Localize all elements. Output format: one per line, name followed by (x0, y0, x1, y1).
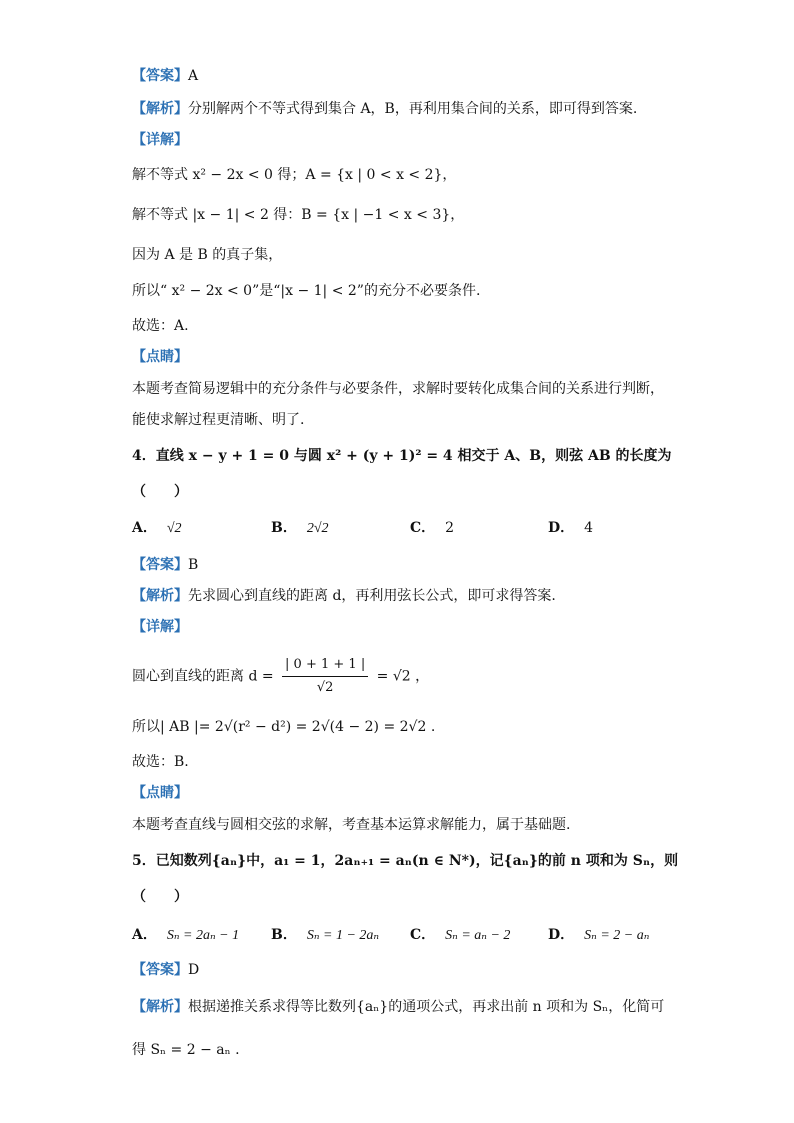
analysis-text: 先求圆心到直线的距离 d，再利用弦长公式，即可求得答案. (188, 588, 556, 604)
option-label: D． (548, 520, 575, 536)
option-label: A． (132, 927, 157, 943)
fraction-denominator: √2 (316, 680, 334, 695)
detail-line: 故选：B. (132, 754, 189, 770)
question-paren: （ ） (132, 484, 188, 500)
option-b (271, 518, 329, 539)
analysis-line (132, 586, 556, 606)
option-a (132, 925, 239, 946)
comment-line: 能使求解过程更清晰、明了. (132, 412, 305, 428)
analysis-text: 分别解两个不等式得到集合 A，B，再利用集合间的关系，即可得到答案. (188, 101, 638, 117)
answer-tag: 【答案】 (132, 962, 188, 978)
option-a (132, 518, 182, 539)
comment-line: 本题考查直线与圆相交弦的求解，考查基本运算求解能力，属于基础题. (132, 817, 571, 833)
answer-value: A (188, 68, 199, 84)
option-value: Sₙ = 2 − aₙ (584, 928, 650, 943)
option-c (410, 925, 510, 946)
detail-tag: 【详解】 (132, 619, 188, 635)
question-stem: 5．已知数列{aₙ}中，a₁ = 1，2aₙ₊₁ = aₙ(n ∈ N*)，记{aₙ}的前 n 项和为 Sₙ，则 (132, 853, 679, 869)
distance-formula (132, 654, 429, 699)
option-label: B． (271, 520, 297, 536)
detail-line: 解不等式 |x − 1| < 2 得：B = {x | −1 < x < 3}， (132, 207, 465, 223)
comment-heading (132, 347, 188, 367)
detail-heading (132, 130, 188, 150)
question-stem: 4．直线 x − y + 1 = 0 与圆 x² + (y + 1)² = 4 相交于 A、B，则弦 AB 的长度为 (132, 448, 672, 464)
option-c (410, 518, 454, 538)
distance-prefix: 圆心到直线的距离 d = (132, 668, 274, 685)
option-value: √2 (166, 521, 182, 536)
detail-heading (132, 617, 188, 637)
detail-tag: 【详解】 (132, 132, 188, 148)
option-value: 2√2 (306, 521, 329, 536)
option-label: D． (548, 927, 575, 943)
detail-line: 因为 A 是 B 的真子集， (132, 247, 283, 263)
answer-line (132, 66, 198, 86)
option-d (548, 518, 593, 538)
option-label: C． (410, 927, 436, 943)
option-value: 2 (445, 520, 455, 536)
answer-tag: 【答案】 (132, 68, 188, 84)
option-b (271, 925, 379, 946)
option-label: A． (132, 520, 157, 536)
comment-tag: 【点睛】 (132, 785, 188, 801)
detail-line: 所以“ x² − 2x < 0”是“|x − 1| < 2”的充分不必要条件. (132, 283, 481, 299)
comment-tag: 【点睛】 (132, 349, 188, 365)
option-label: C． (410, 520, 436, 536)
question-paren: （ ） (132, 889, 188, 905)
analysis-line-continued: 得 Sₙ = 2 − aₙ . (132, 1042, 240, 1058)
answer-line (132, 555, 198, 575)
detail-line: 故选：A. (132, 318, 189, 334)
analysis-tag: 【解析】 (132, 588, 188, 604)
option-value: Sₙ = aₙ − 2 (445, 928, 511, 943)
detail-line: 所以| AB |= 2√(r² − d²) = 2√(4 − 2) = 2√2 . (132, 719, 436, 735)
fraction-numerator: | 0 + 1 + 1 | (282, 654, 368, 677)
detail-line: 解不等式 x² − 2x < 0 得；A = {x | 0 < x < 2}， (132, 167, 457, 183)
answer-tag: 【答案】 (132, 557, 188, 573)
comment-line: 本题考查简易逻辑中的充分条件与必要条件，求解时要转化成集合间的关系进行判断， (132, 381, 664, 397)
option-value: Sₙ = 2aₙ − 1 (166, 928, 240, 943)
answer-value: B (188, 557, 199, 573)
analysis-line (132, 997, 664, 1017)
option-label: B． (271, 927, 297, 943)
comment-heading (132, 783, 188, 803)
analysis-text: 根据递推关系求得等比数列{aₙ}的通项公式，再求出前 n 项和为 Sₙ，化简可 (188, 999, 665, 1015)
option-value: Sₙ = 1 − 2aₙ (306, 928, 380, 943)
analysis-tag: 【解析】 (132, 101, 188, 117)
distance-suffix: = √2 ， (376, 668, 430, 685)
analysis-line (132, 99, 637, 119)
answer-line (132, 960, 199, 980)
option-d (548, 925, 649, 946)
distance-fraction (282, 654, 368, 699)
option-value: 4 (584, 520, 594, 536)
analysis-tag: 【解析】 (132, 999, 188, 1015)
answer-value: D (188, 962, 200, 978)
